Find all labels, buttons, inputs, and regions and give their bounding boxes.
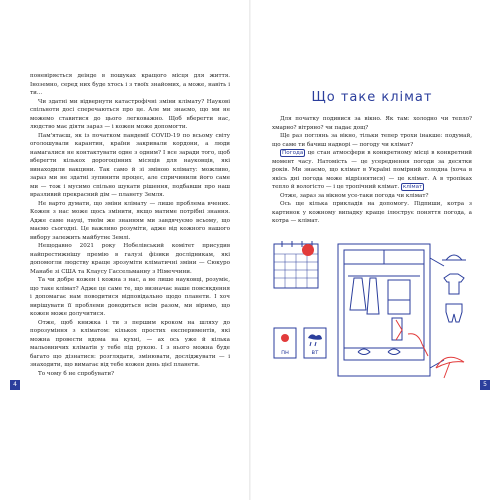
right-paragraph-1: Для початку подивися за вікно. Як там: холодно чи тепло? хмарно? вітряно? чи падає дощ? [272, 116, 472, 131]
clothing-items [442, 255, 466, 322]
weather-climate-illustration [268, 238, 476, 388]
calendar-day-tuesday [304, 328, 326, 358]
left-paragraph-5: Нещодавно 2021 року Нобелівський комітет присудив найпрестижнішу премію в галузі фізики дослідникам, які допомогли людству краще зрозуміти кліматичні зміни — Сюкуро Манабе зі США та Клаусу Гассельманну з Німеччини. [30, 243, 230, 275]
right-paragraph-4: Отже, зараз за вікном усе-таки погода чи клімат? [280, 192, 429, 199]
left-page [30, 72, 230, 378]
page-number-right: 5 [480, 380, 490, 390]
calendar-label-tue: вт [311, 349, 319, 356]
keyword-climate: клімат [402, 184, 423, 190]
left-paragraph-8: То чому б не спробувати? [38, 370, 115, 377]
wardrobe [338, 244, 444, 376]
right-page [272, 72, 472, 226]
left-paragraph-6: Та чи добре кожен і кожна з нас, а не лише науковці, розуміє, що таке клімат? Адже це саме те, що визначає наше повсякдення і допомагає нам поводитися відповідально щодо планети. І хоч вирішувати її проблеми доводиться всім разом, ми віримо, що кожен може долучитися. [30, 277, 230, 317]
right-paragraph-3 [272, 149, 472, 192]
right-paragraph-5: Ось ще кілька прикладів на допомогу. Підпиши, котра з картинок у кожному випадку краще ілюструє поняття погода, а котра — клімат. [272, 201, 472, 224]
right-paragraph-2: Ще раз поглянь за вікно, тільки тепер трохи інакше: подумай, що саме ти бачиш надворі — погоду чи клімат? [272, 133, 472, 148]
book-gutter [249, 0, 251, 500]
left-paragraph-2: Чи здатні ми відвернути катастрофічні зміни клімату? Наукові спільноти досі сперечаються про це. Але ми знаємо, що ми не можемо ставитися до цього легковажно. Щоб вберегти нас, людство має діяти зараз — і кожен може допомогти. [30, 98, 230, 130]
calendar-day-monday [274, 328, 296, 358]
calendar-sun-icon [274, 241, 318, 288]
keyword-weather: Погода [282, 150, 304, 156]
page-number-left: 4 [10, 380, 20, 390]
calendar-label-mon: пн [281, 349, 289, 356]
left-paragraph-7: Отже, щоб книжка і ти з першим кроком на шляху до порозуміння з кліматом: кількох простих експериментів, які можна провести вдома на кухні, — ах ось уже й кілька мальовничих кліматів у тебе під рукою. І з нього можна буде багато що дізнатися: розглядати, змінювати, досліджувати — і знаходити, що вимагає від тебе кожен день цієї планети. [30, 319, 230, 368]
section-heading: Що таке клімат [311, 90, 433, 105]
left-paragraph-1: поневіряється деінде в пошуках кращого місця для життя. Іноземно, серед них буде хтось і з твоїх знайомих, а може, навіть і ти... [30, 73, 230, 96]
umbrella-icon [436, 357, 464, 378]
wardrobe-red-items [396, 320, 428, 356]
left-paragraph-3: Пам'ятаєш, як із початком пандемії COVID-19 по всьому світу оголошували карантин, країни закривали кордони, а люди намагалися не контактувати одне з одним? І все заради того, щоб вберегти кількох дорогоцінних місяців для науковців, які винаходили вакцини. Так само й зі зміною клімату: можливо, зараз ми не здатні зупинити процес, але спричинили його саме ми — тож і мусимо спільно шукати рішення, подбавши про наш вразливий прекрасний дім — планету Земля. [30, 132, 230, 198]
definition-text: це стан атмосфери в конкретному місці в конкретний момент часу. Натомість — це усереднення погоди за десятки років. Ми знаємо, що клімат в Україні помірний холодна (хоча в якісь дні погода може відрізнятися) — це клімат. А в тропіках тепло й вологісто — і це тропічний клімат. [272, 150, 473, 190]
left-paragraph-4: Не варто думати, що зміни клімату — лише проблема вчених. Кожен з нас може щось змінити, якщо матиме потрібні знання. Адже саме науці, твоїм же знанням ми завдячуємо всьому, що маємо сьогодні. Це важливо розуміти, адже від кожного нашого вибору залежить майбутнє Землі. [30, 200, 230, 241]
